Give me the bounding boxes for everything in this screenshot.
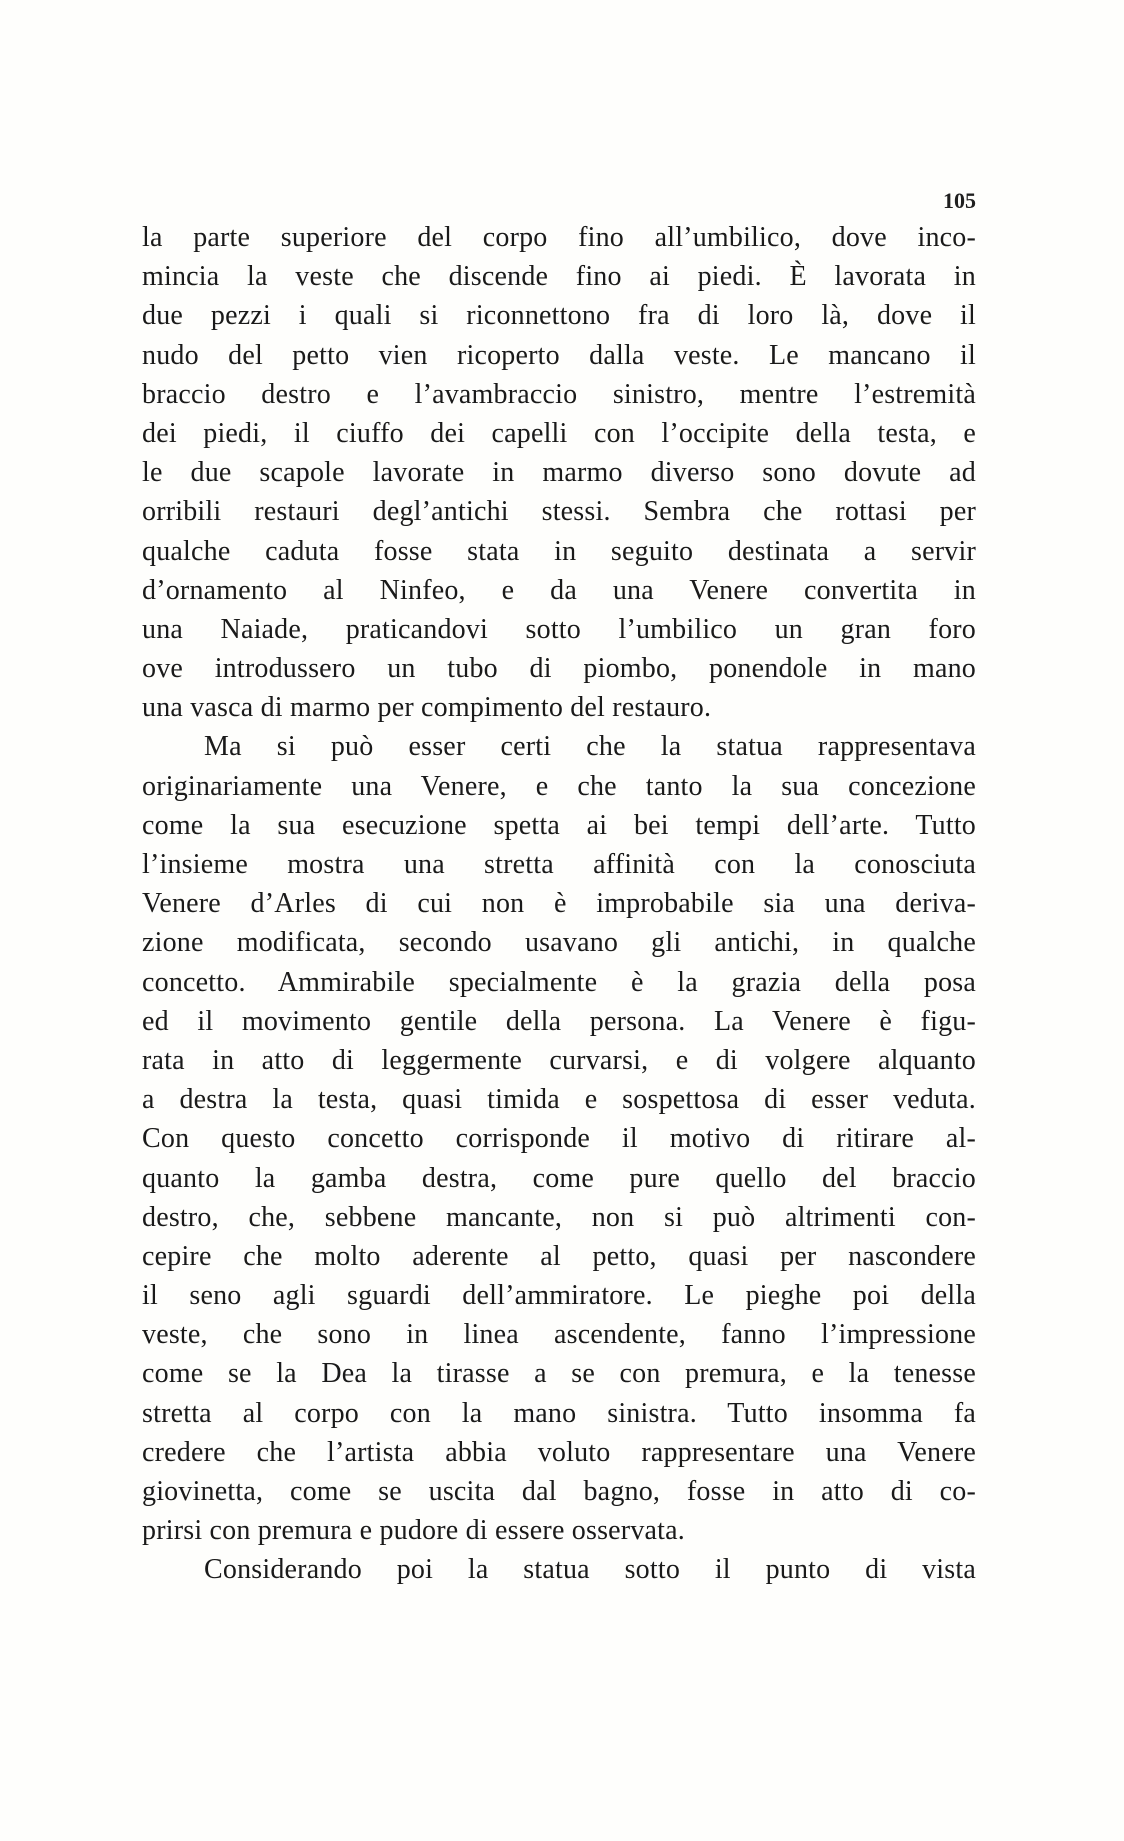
text-line: stretta al corpo con la mano sinistra. Tutto insomma fa [142,1397,976,1429]
text-line: orribili restauri degl’antichi stessi. Sembra che rottasi per [142,496,976,528]
paragraph-start-line: Ma si può esser certi che la statua rappresentava [204,731,976,763]
text-line: qualche caduta fosse stata in seguito destinata a servir [142,535,976,567]
text-line: d’ornamento al Ninfeo, e da una Venere convertita in [142,574,976,606]
text-line: nudo del petto vien ricoperto dalla veste. Le mancano il [142,339,976,371]
text-line: le due scapole lavorate in marmo diverso sono dovute ad [142,457,976,489]
text-line: veste, che sono in linea ascendente, fanno l’impressione [142,1319,976,1351]
text-line: cepire che molto aderente al petto, quasi per nascondere [142,1240,976,1272]
text-line: ed il movimento gentile della persona. La Venere è figu- [142,1005,976,1037]
text-line: Venere d’Arles di cui non è improbabile sia una deriva- [142,888,976,920]
text-line: quanto la gamba destra, come pure quello del braccio [142,1162,976,1194]
text-line: l’insieme mostra una stretta affinità con la conosciuta [142,849,976,880]
text-line: braccio destro e l’avambraccio sinistro, mentre l’estremità [142,378,976,410]
text-line: dei piedi, il ciuffo dei capelli con l’occipite della testa, e [142,417,976,449]
text-line: a destra la testa, quasi timida e sospettosa di esser veduta. [142,1084,976,1116]
text-line: rata in atto di leggermente curvarsi, e di volgere alquanto [142,1044,976,1076]
text-line: concetto. Ammirabile specialmente è la grazia della posa [142,966,976,998]
page-number: 105 [943,188,976,213]
text-line: zione modificata, secondo usavano gli antichi, in qualche [142,927,976,959]
paragraph-start-line: Considerando poi la statua sotto il punto di vista [204,1554,976,1586]
paragraph-end-line: prirsi con premura e pudore di essere osservata. [142,1515,685,1547]
text-line: due pezzi i quali si riconnettono fra di loro là, dove il [142,300,976,332]
text-line: originariamente una Venere, e che tanto la sua concezione [142,770,976,802]
body-text [142,218,976,1590]
text-line: mincia la veste che discende fino ai piedi. È lavorata in [142,261,976,293]
paragraph-end-line: una vasca di marmo per compimento del restauro. [142,692,712,724]
text-line: come se la Dea la tirasse a se con premura, e la tenesse [142,1358,976,1390]
text-line: una Naiade, praticandovi sotto l’umbilico un gran foro [142,613,976,645]
text-line: la parte superiore del corpo fino all’umbilico, dove inco- [142,222,976,253]
text-line: credere che l’artista abbia voluto rappresentare una Venere [142,1436,976,1468]
text-line: giovinetta, come se uscita dal bagno, fosse in atto di co- [142,1476,976,1507]
text-line: ove introdussero un tubo di piombo, ponendole in mano [142,653,976,685]
text-line: Con questo concetto corrisponde il motivo di ritirare al- [142,1123,976,1155]
text-line: come la sua esecuzione spetta ai bei tempi dell’arte. Tutto [142,809,976,841]
text-line: il seno agli sguardi dell’ammiratore. Le pieghe poi della [142,1280,976,1312]
text-line: destro, che, sebbene mancante, non si può altrimenti con- [142,1201,976,1233]
